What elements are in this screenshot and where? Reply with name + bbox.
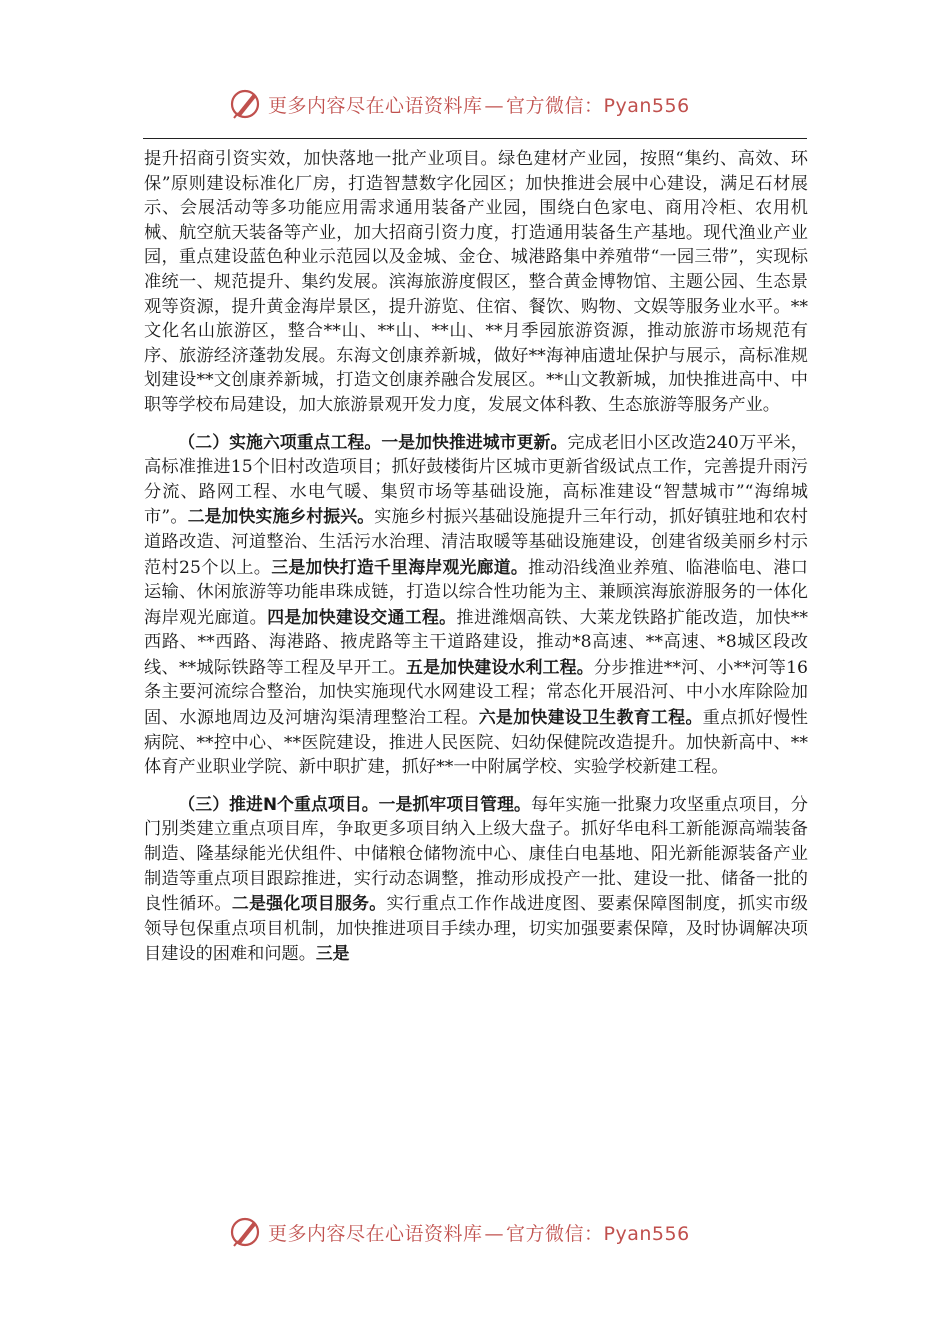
footer-banner-text: 更多内容尽在心语资料库 — 官方微信：Pyan556	[268, 1222, 690, 1245]
wechat-id: Pyan556	[603, 1222, 690, 1245]
pen-logo-icon	[228, 87, 262, 121]
wechat-id: Pyan556	[603, 94, 690, 117]
header-banner	[0, 84, 950, 124]
section-heading-2: （二）实施六项重点工程。	[178, 431, 382, 452]
section-heading-3: （三）推进N个重点项目。	[178, 793, 379, 814]
paragraph-key-projects: （三）推进N个重点项目。一是抓牢项目管理。每年实施一批聚力攻坚重点项目，分门别类建立重点项目库，争取更多项目纳入上级大盘子。抓好华电科工新能源高端装备制造、隆基绿能光伏组件、中储粮仓储物流中心、康佳白电基地、阳光新能源装备产业制造等重点项目跟踪推进，实行动态调整，推动形成投产一批、建设一批、储备一批的良性循环。二是强化项目服务。实行重点工作作战进度图、要素保障图制度，抓实市级领导包保重点项目机制，加快推进项目手续办理，切实加强要素保障，及时协调解决项目建设的困难和问题。三是	[144, 793, 808, 965]
footer-banner	[0, 1212, 950, 1252]
pen-logo-icon	[228, 1215, 262, 1249]
paragraph-six-projects: （二）实施六项重点工程。一是加快推进城市更新。完成老旧小区改造240万平米，高标准推进15个旧村改造项目；抓好鼓楼街片区城市更新省级试点工作，完善提升雨污分流、路网工程、水电气暖、集贸市场等基础设施，高标准建设“智慧城市”“海绵城市”。二是加快实施乡村振兴。实施乡村振兴基础设施提升三年行动，抓好镇驻地和农村道路改造、河道整治、生活污水治理、清洁取暖等基础设施建设，创建省级美丽乡村示范村25个以上。三是加快打造千里海岸观光廊道。推动沿线渔业养殖、临港临电、港口运输、休闲旅游等功能串珠成链，打造以综合性功能为主、兼顾滨海旅游服务的一体化海岸观光廊道。四是加快建设交通工程。推进潍烟高铁、大莱龙铁路扩能改造，加快**西路、**西路、海港路、掖虎路等主干道路建设，推动*8高速、**高速、*8城区段改线、**城际铁路等工程及早开工。五是加快建设水利工程。分步推进**河、小**河等16条主要河流综合整治，加快实施现代水网建设工程；常态化开展沿河、中小水库除险加固、水源地周边及河塘沟渠清理整治工程。六是加快建设卫生教育工程。重点抓好慢性病院、**控中心、**医院建设，推进人民医院、妇幼保健院改造提升。加快新高中、**体育产业职业学院、新中职扩建，抓好**一中附属学校、实验学校新建工程。	[144, 431, 808, 778]
paragraph-industrial-parks: 提升招商引资实效，加快落地一批产业项目。绿色建材产业园，按照“集约、高效、环保”原则建设标准化厂房，打造智慧数字化园区；加快推进会展中心建设，满足石材展示、会展活动等多功能应用需求通用装备产业园，围绕白色家电、商用冷柜、农用机械、航空航天装备等产业，加大招商引资力度，打造通用装备生产基地。现代渔业产业园，重点建设蓝色种业示范园以及金城、金仓、城港路集中养殖带“一园三带”，实现标准统一、规范提升、集约发展。滨海旅游度假区，整合黄金博物馆、主题公园、生态景观等资源，提升黄金海岸景区，提升游览、住宿、餐饮、购物、文娱等服务业水平。**文化名山旅游区，整合**山、**山、**山、**月季园旅游资源，推动旅游市场规范有序、旅游经济蓬勃发展。东海文创康养新城，做好**海神庙遗址保护与展示，高标准规划建设**文创康养新城，打造文创康养融合发展区。**山文教新城，加快推进高中、中职等学校布局建设，加大旅游景观开发力度，发展文体科教、生态旅游等服务产业。	[144, 149, 808, 415]
document-body	[144, 147, 808, 967]
header-divider	[143, 138, 807, 139]
header-banner-text: 更多内容尽在心语资料库 — 官方微信：Pyan556	[268, 94, 690, 117]
